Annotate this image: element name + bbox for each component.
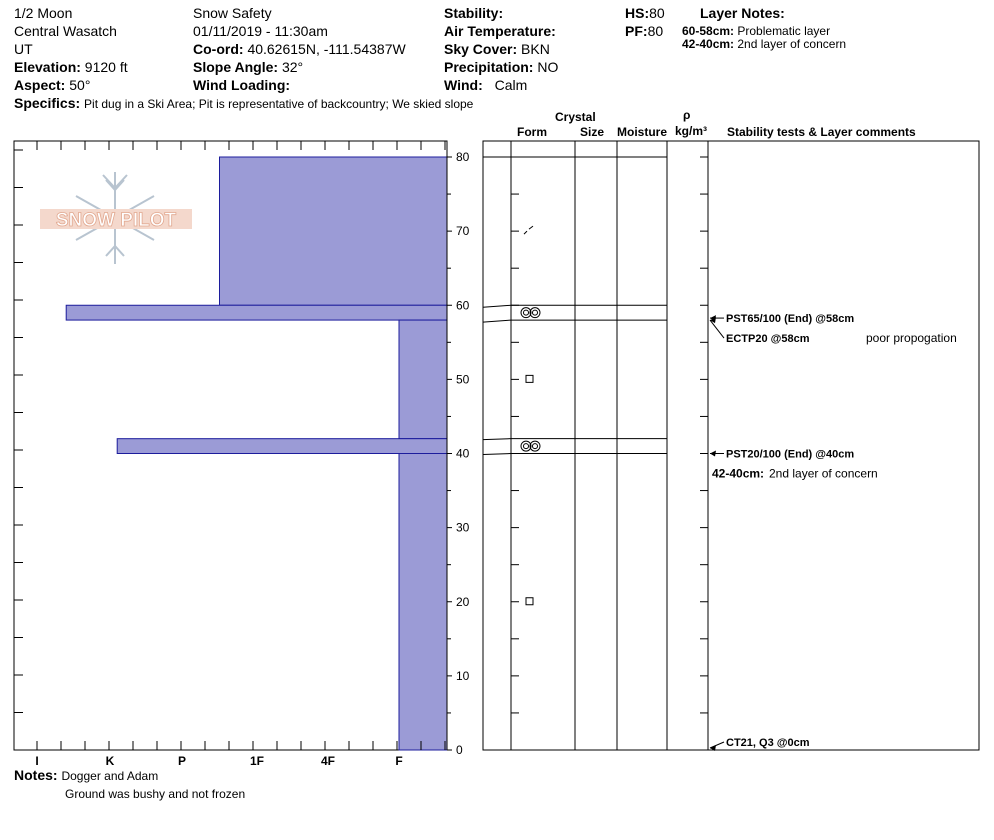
snowpilot-logo [40, 172, 192, 264]
hardness-bar [220, 157, 448, 305]
pf-value: 80 [647, 23, 664, 39]
layer-boundary-connector [483, 305, 511, 307]
hardness-tick-label: 1F [249, 754, 265, 768]
stability-test-label: PST20/100 (End) @40cm [726, 448, 855, 461]
layer-note-range: 42-40cm: [682, 37, 735, 51]
wind-loading-label: Wind Loading: [193, 77, 291, 93]
precip-value: NO [537, 59, 559, 75]
layer-comment-text: 2nd layer of concern [769, 466, 878, 481]
height-tick-label: 60 [456, 298, 470, 313]
hardness-tick-label: I [35, 754, 39, 768]
decomposing-fragments-icon [524, 226, 533, 234]
stability-test-label: PST65/100 (End) @58cm [726, 313, 855, 326]
height-tick-label: 80 [456, 150, 470, 164]
notes-label: Notes: [14, 767, 58, 783]
fragment-stroke [524, 231, 527, 234]
elevation-value: 9120 ft [84, 59, 128, 75]
height-tick-label: 20 [456, 594, 470, 609]
hardness-bar [399, 454, 447, 751]
layer-boundary-connector [483, 439, 511, 440]
grain-forms [521, 226, 540, 605]
specifics-value: Pit dug in a Ski Area; Pit is representative of backcountry; We skied slope [84, 97, 474, 111]
comments-header: Stability tests & Layer comments [727, 125, 916, 139]
hardness-bar [399, 320, 447, 439]
aspect-value: 50° [69, 77, 91, 93]
location-name: 1/2 Moon [14, 5, 73, 21]
faceted-crystal-icon [526, 598, 533, 605]
hardness-tick-label: 4F [320, 754, 336, 768]
fragment-stroke [529, 226, 533, 229]
sky-label: Sky Cover: [444, 41, 518, 57]
specifics-label: Specifics: [14, 95, 81, 111]
hs-value: 80 [649, 5, 665, 21]
faceted-crystal-icon [526, 375, 533, 382]
stability-test-entry [710, 449, 854, 461]
slope-label: Slope Angle: [193, 59, 279, 75]
moisture-header: Moisture [617, 125, 668, 139]
height-tick-label: 70 [456, 224, 470, 239]
surface-hoar-inner [533, 310, 538, 315]
surface-hoar-icon [521, 308, 540, 318]
surface-hoar-icon [521, 441, 540, 451]
stability-test-arrowhead [710, 451, 716, 457]
sky-value: BKN [521, 41, 550, 57]
rho-header: ρ [683, 108, 691, 122]
layer-comment-range: 42-40cm: [712, 466, 765, 481]
crystal-table [483, 141, 979, 750]
stability-test-entry [710, 313, 854, 325]
precip-label: Precipitation: [444, 59, 534, 75]
hardness-bar [117, 439, 447, 454]
state-name: UT [14, 41, 33, 57]
snowpilot-wordmark: SNOW PILOT [55, 210, 177, 231]
height-tick-label: 50 [456, 372, 470, 387]
wind-label: Wind: [444, 77, 483, 93]
height-tick-label: 40 [456, 446, 470, 461]
elevation-label: Elevation: [14, 59, 81, 75]
surface-hoar-inner [524, 310, 529, 315]
height-axis [447, 141, 470, 757]
height-tick-label: 0 [456, 743, 463, 757]
density-unit-header: kg/m³ [675, 124, 708, 138]
observer-name: Snow Safety [193, 5, 272, 21]
crystal-table-frame [483, 141, 979, 750]
hardness-bars [66, 157, 447, 750]
stability-label: Stability: [444, 5, 504, 21]
slope-value: 32° [281, 59, 304, 75]
surface-hoar-inner [524, 444, 529, 449]
notes-line-1: Dogger and Adam [61, 769, 159, 783]
aspect-label: Aspect: [14, 77, 66, 93]
layer-note-range: 60-58cm: [682, 24, 735, 38]
hardness-tick-label: P [177, 754, 187, 768]
air-temp-label: Air Temperature: [444, 23, 556, 39]
layer-notes-title: Layer Notes: [700, 5, 785, 21]
layer-comment-entry [712, 467, 878, 481]
coord-value: 40.62615N, -111.54387W [247, 41, 406, 57]
layer-note-text: Problematic layer [737, 24, 831, 38]
stability-test-entry [710, 737, 810, 751]
stability-test-label: ECTP20 @58cm [726, 333, 810, 346]
form-header: Form [517, 125, 547, 139]
observation-datetime: 01/11/2019 - 11:30am [193, 23, 328, 39]
hs-label: HS: [625, 5, 650, 21]
stability-test-label: CT21, Q3 @0cm [726, 737, 810, 749]
notes-line-2: Ground was bushy and not frozen [65, 787, 246, 801]
range-name: Central Wasatch [14, 23, 117, 39]
layer-boundary-connector [483, 454, 511, 455]
hardness-tick-label: K [105, 754, 115, 768]
size-header: Size [580, 125, 605, 139]
wind-value: Calm [494, 77, 528, 93]
layer-note-text: 2nd layer of concern [737, 37, 847, 51]
stability-tests [710, 313, 957, 751]
hardness-bar [66, 305, 447, 320]
surface-hoar-inner [533, 444, 538, 449]
stability-test-note: poor propogation [866, 331, 957, 346]
hardness-tick-label: F [395, 754, 403, 768]
pf-label: PF: [625, 23, 648, 39]
layer-boundary-connector [483, 320, 511, 322]
crystal-header: Crystal [555, 110, 596, 124]
height-tick-label: 10 [456, 668, 470, 683]
stability-test-arrow [710, 320, 724, 338]
coord-label: Co-ord: [193, 41, 244, 57]
height-tick-label: 30 [456, 520, 470, 535]
